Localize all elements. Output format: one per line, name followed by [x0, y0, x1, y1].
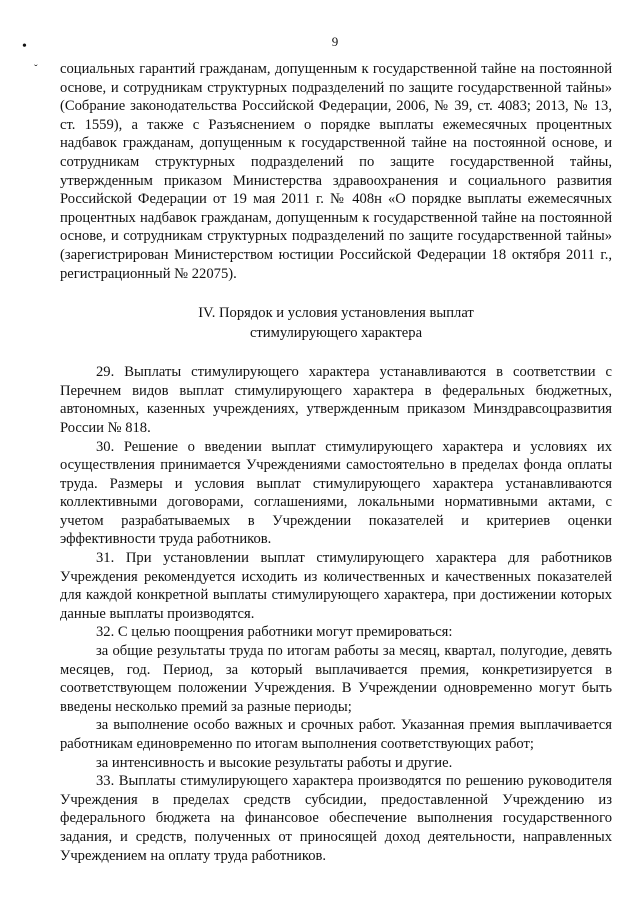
paragraph-33: 33. Выплаты стимулирующего характера производятся по решению руководителя Учреждения в пределах средств субсидии, предоставленной Учреждению из федерального бюджета на финансовое обеспечение выполнения государственного задания, и средств, полученных от приносящей доход деятельности, направленных Учреждением на оплату труда работников. [60, 773, 612, 864]
paragraph-32: 32. С целью поощрения работники могут премироваться: [96, 624, 453, 641]
list-item-bonus-periods: за общие результаты труда по итогам работы за месяц, квартал, полугодие, девять месяцев, год. Период, за который выплачивается премия, конкретизируется в соответствующем положении Учреждения. В Учреждении одновременно могут быть введены несколько премий за разные периоды; [60, 643, 612, 715]
paragraph-31: 31. При установлении выплат стимулирующего характера для работников Учреждения рекомендуется исходить из количественных и качественных показателей для каждой конкретной выплаты стимулирующего характера, при достижении которых данные выплаты производятся. [60, 550, 612, 622]
list-item-bonus-intensity: за интенсивность и высокие результаты работы и другие. [96, 754, 453, 771]
intro-paragraph: социальных гарантий гражданам, допущенным к государственной тайне на постоянной основе, и сотрудникам структурных подразделений по защите государственной тайны» (Собрание законодательства Российской Федерации, 2006, № 39, ст. 4083; 2013, № 13, ст. 1559), а также с Разъяснением о порядке выплаты ежемесячных процентных надбавок гражданам, допущенным к государственной тайне на постоянной основе, и сотрудникам структурных подразделений по защите государственной тайны, утвержденным приказом Министерства здравоохранения и социального развития Российской Федерации от 19 мая 2011 г. № 408н «О порядке выплаты ежемесячных процентных надбавок гражданам, допущенным к государственной тайне на постоянной основе, и сотрудникам структурных подразделений по защите государственной тайны» (зарегистрирован Министерством юстиции Российской Федерации 18 октября 2011 г., регистрационный № 22075). [60, 61, 612, 282]
document-body [60, 60, 612, 865]
section-heading-line-2: стимулирующего характера [249, 325, 423, 342]
section-heading [60, 303, 612, 343]
section-heading-line-1: IV. Порядок и условия установления выплат [198, 305, 474, 322]
paragraph-30: 30. Решение о введении выплат стимулирующего характера и условиях их осуществления принимается Учреждениями самостоятельно в пределах фонда оплаты труда. Размеры и условия выплат стимулирующего характера устанавливаются коллективными договорами, соглашениями, локальными нормативными актами, с учетом разрабатываемых в Учреждении показателей и критериев оценки эффективности труда работников. [60, 438, 612, 548]
margin-dot-mark: • [22, 39, 27, 54]
paragraph-29: 29. Выплаты стимулирующего характера устанавливаются в соответствии с Перечнем видов выплат стимулирующего характера в федеральных бюджетных, автономных, казенных учреждениях, утвержденным приказом Минздравсоцразвития России № 818. [60, 364, 612, 436]
page-number: 9 [331, 34, 339, 49]
margin-tick-mark: ˇ [34, 63, 38, 75]
list-item-bonus-urgent-work: за выполнение особо важных и срочных работ. Указанная премия выплачивается работникам единовременно по итогам выполнения соответствующих работ; [60, 717, 612, 752]
